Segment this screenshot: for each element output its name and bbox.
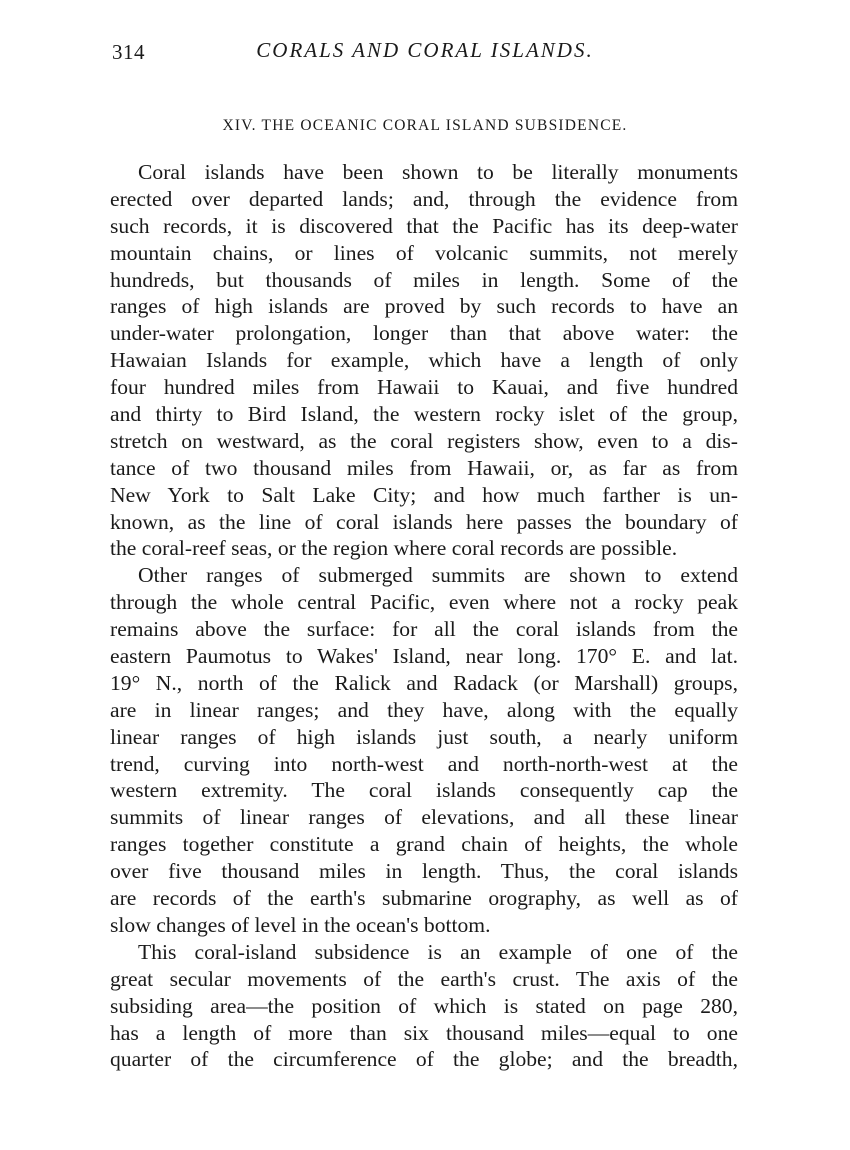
text-line: ranges of high islands are proved by such records to have an [110, 294, 738, 319]
text-line: trend, curving into north-west and north-north-west at the [110, 751, 738, 776]
text-line: summits of linear ranges of elevations, and all these linear [110, 805, 738, 830]
text-line: 19° N., north of the Ralick and Radack (or Marshall) groups, [110, 670, 738, 695]
text-line: such records, it is discovered that the Pacific has its deep-water [110, 213, 738, 238]
text-line: great secular movements of the earth's crust. The axis of the [110, 966, 738, 991]
text-line: quarter of the circumference of the globe; and the breadth, [110, 1047, 738, 1072]
text-line: hundreds, but thousands of miles in length. Some of the [110, 267, 738, 292]
text-line: Other ranges of submerged summits are shown to extend [138, 563, 738, 588]
text-line: the coral-reef seas, or the region where coral records are possible. [110, 536, 678, 561]
text-line: This coral-island subsidence is an example of one of the [138, 939, 738, 964]
text-line: through the whole central Pacific, even where not a rocky peak [110, 590, 738, 615]
text-line: slow changes of level in the ocean's bottom. [110, 912, 491, 937]
text-line: ranges together constitute a grand chain of heights, the whole [110, 832, 738, 857]
text-line: Hawaian Islands for example, which have a length of only [110, 348, 738, 373]
text-line: subsiding area—the position of which is stated on page 280, [110, 993, 738, 1018]
text-line: remains above the surface: for all the coral islands from the [110, 617, 738, 642]
section-heading: XIV. THE OCEANIC CORAL ISLAND SUBSIDENCE. [222, 117, 628, 134]
running-title: CORALS AND CORAL ISLANDS. [256, 38, 594, 62]
page-number: 314 [112, 40, 145, 64]
text-line: under-water prolongation, longer than that above water: the [110, 321, 738, 346]
text-line: known, as the line of coral islands here passes the boundary of [110, 509, 738, 534]
text-line: linear ranges of high islands just south, a nearly uniform [110, 724, 738, 749]
text-line: are records of the earth's submarine orography, as well as of [110, 886, 738, 911]
text-line: are in linear ranges; and they have, along with the equally [110, 697, 738, 722]
text-line: stretch on westward, as the coral registers show, even to a dis- [110, 428, 738, 453]
text-line: over five thousand miles in length. Thus, the coral islands [110, 859, 738, 884]
text-line: eastern Paumotus to Wakes' Island, near long. 170° E. and lat. [110, 644, 738, 669]
text-line: has a length of more than six thousand miles—equal to one [110, 1020, 738, 1045]
text-line: Coral islands have been shown to be literally monuments [138, 160, 738, 184]
text-line: New York to Salt Lake City; and how much farther is un- [110, 482, 738, 507]
body-text [110, 159, 738, 1073]
text-line: and thirty to Bird Island, the western rocky islet of the group, [110, 402, 738, 427]
text-line: western extremity. The coral islands consequently cap the [110, 778, 738, 803]
text-line: erected over departed lands; and, through the evidence from [110, 186, 738, 211]
text-line: tance of two thousand miles from Hawaii, or, as far as from [110, 455, 738, 480]
text-line: mountain chains, or lines of volcanic summits, not merely [110, 240, 738, 265]
text-line: four hundred miles from Hawaii to Kauai, and five hundred [110, 375, 738, 400]
